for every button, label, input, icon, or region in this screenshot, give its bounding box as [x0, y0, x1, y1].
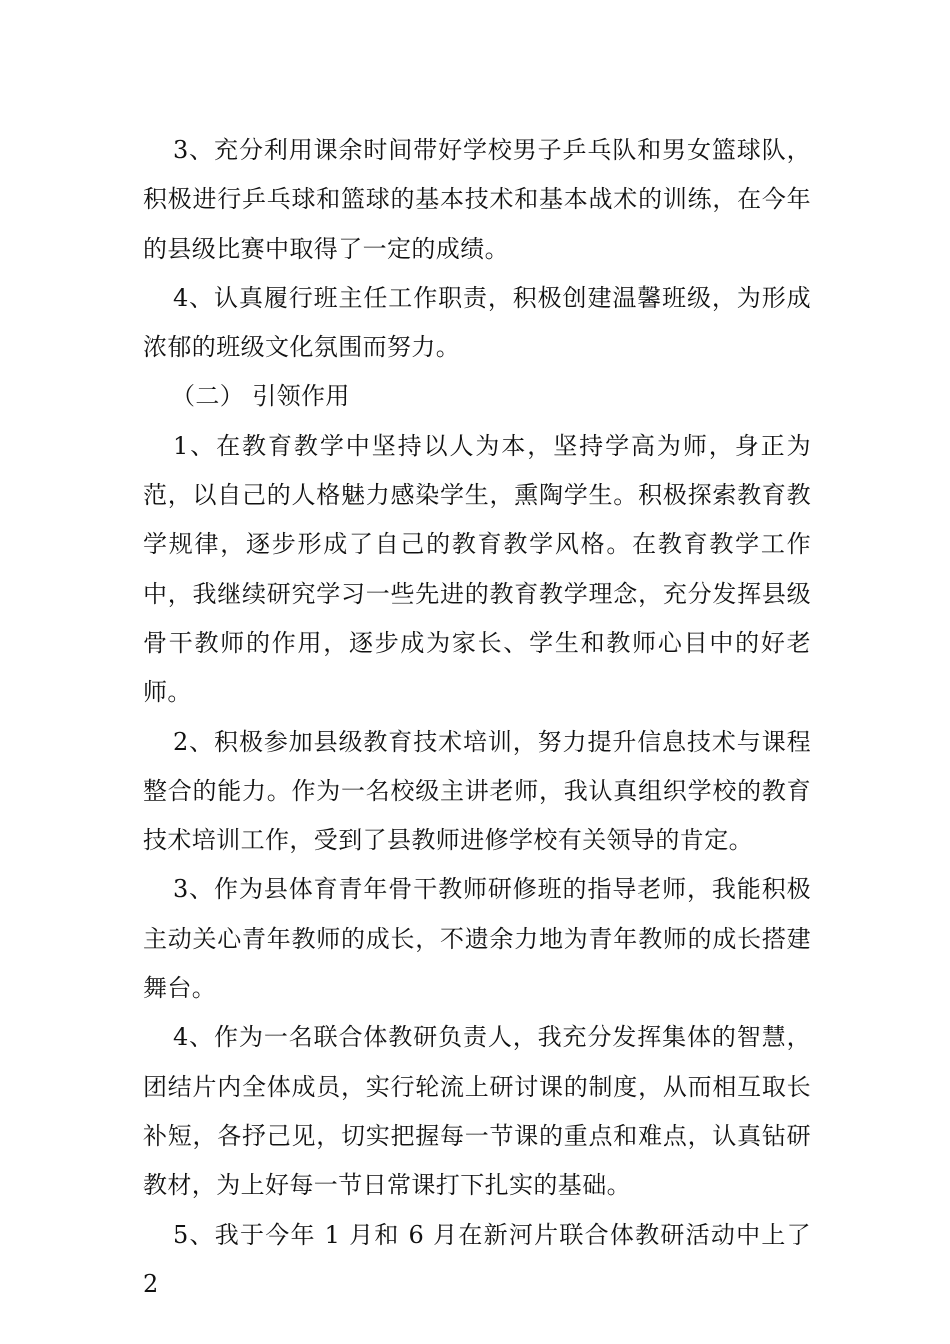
section-paragraph-5: 5、我于今年 1 月和 6 月在新河片联合体教研活动中上了 2 — [143, 1220, 811, 1298]
section-heading-leadership: （二） 引领作用 — [171, 382, 350, 411]
section-paragraph-4: 4、作为一名联合体教研负责人，我充分发挥集体的智慧，团结片内全体成员，实行轮流上研讨课的制度，从而相互取长补短，各抒己见，切实把握每一节课的重点和难点，认真钻研教材，为上好每一节日常课打下扎实的基础。 — [143, 1023, 811, 1200]
section-paragraph-1: 1、在教育教学中坚持以人为本，坚持学高为师，身正为范，以自己的人格魅力感染学生，熏陶学生。积极探索教育教学规律，逐步形成了自己的教育教学风格。在教育教学工作中，我继续研究学习一些先进的教育教学理念，充分发挥县级骨干教师的作用，逐步成为家长、学生和教师心目中的好老师。 — [143, 431, 811, 707]
document-page — [143, 126, 811, 1309]
paragraph-4-class-teacher: 4、认真履行班主任工作职责，积极创建温馨班级，为形成浓郁的班级文化氛围而努力。 — [143, 283, 811, 362]
section-paragraph-2: 2、积极参加县级教育技术培训，努力提升信息技术与课程整合的能力。作为一名校级主讲老师，我认真组织学校的教育技术培训工作，受到了县教师进修学校有关领导的肯定。 — [143, 727, 811, 855]
section-paragraph-3: 3、作为县体育青年骨干教师研修班的指导老师，我能积极主动关心青年教师的成长，不遗余力地为青年教师的成长搭建舞台。 — [143, 875, 811, 1003]
paragraph-3-sports-teams: 3、充分利用课余时间带好学校男子乒乓队和男女篮球队，积极进行乒乓球和篮球的基本技术和基本战术的训练，在今年的县级比赛中取得了一定的成绩。 — [143, 136, 811, 263]
